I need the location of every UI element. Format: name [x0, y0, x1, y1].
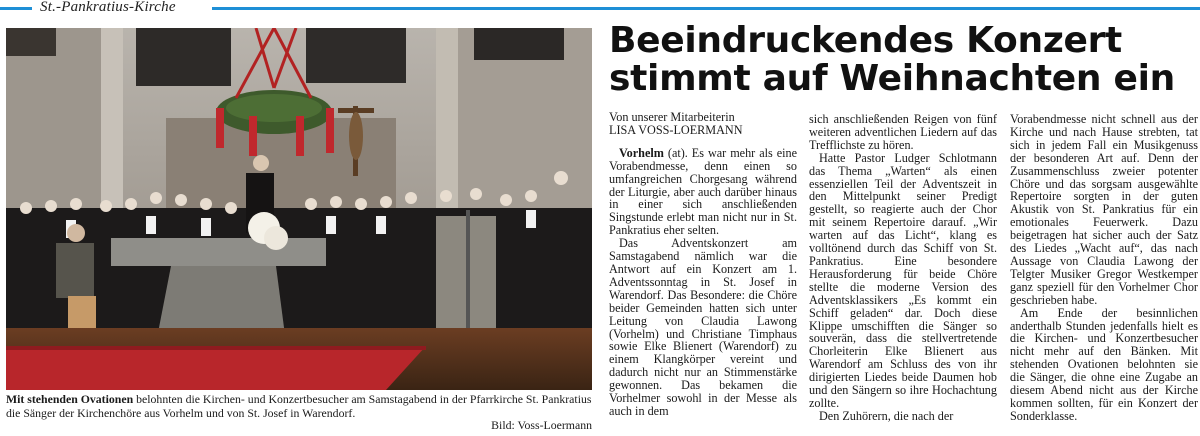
paragraph: Vorabendmesse nicht schnell aus der Kirche und nach Hause strebten, tat sich in jedem Fall ein Musikgenuss der besonderen Art auf. Denn der Zusammenschluss zweier potenter Chöre und das sorgsam ausgewählte Repertoire sorgten in der guten Akustik von St. Pankratius für ein emotionales Feuerwerk. Dazu beigetragen hat sicher auch der Satz des Liedes „Wacht auf“, das nach Aussage von Claudia Lawong der Telgter Musiker Gregor Westkemper ganz speziell für den Vorhelmer Chor geschrieben habe.: [1010, 113, 1198, 307]
paragraph: Den Zuhörern, die nach der: [819, 408, 954, 423]
byline-author: LISA VOSS-LOERMANN: [609, 122, 743, 137]
photo-caption: [6, 392, 592, 420]
paragraph: Hatte Pastor Ludger Schlotmann das Thema „Warten“ als einen essenziellen Teil der Adventszeit in den Mittelpunkt seiner Predigt gestellt, so reagierte auch der Chor mit seinem Repertoire darauf. „Wir warten auf das Licht“, klang es volltönend durch das Schiff von St. Pankratius. Eine besondere Herausforderung für beide Chöre stellte die moderne Version des Adventsklassikers „Es kommt ein Schiff geladen“ dar. Doch diese Klippe umschifften die Sänger so souverän, dass die stellvertretende Chorleiterin Elke Blienert aus Warendorf am Schluss des von ihr dirigierten Liedes beide Daumen hob und den Sängern so ihre Hochachtung zollte.: [809, 150, 997, 410]
byline: [609, 111, 797, 137]
paragraph: sich anschließenden Reigen von fünf weiteren adventlichen Liedern auf das Trefflichste zu hören.: [809, 113, 997, 152]
concert-photo: [6, 28, 592, 390]
section-title: St.-Pankratius-Kirche: [40, 0, 176, 15]
section-rule-left: [0, 7, 32, 10]
article-column-3: [1010, 113, 1198, 436]
caption-lead: Mit stehenden Ovationen: [6, 392, 134, 406]
headline: Beeindruckendes Konzert stimmt auf Weihnachten ein: [609, 20, 1175, 99]
paragraph: Am Ende der besinnlichen anderthalb Stunden jedenfalls hielt es die Kirchen- und Konzertbesucher nicht mehr auf den Bänken. Mit stehenden Ovationen belohnten sie die Sänger, die ohne eine Zugabe an diesem Abend nicht aus der Kirche kommen sollten, für ein Konzert der Sonderklasse.: [1010, 305, 1198, 423]
byline-prefix: Von unserer Mitarbeiterin: [609, 111, 735, 124]
section-rule-right: [212, 7, 1200, 10]
paragraph: Vorhelm (at). Es war mehr als eine Vorabendmesse, denn einen so umfangreichen Chorgesang während der Liturgie, aber auch darüber hinaus in einer sich anschließenden Singstunde erlebt man nicht nur in St. Pankratius eher selten.: [609, 145, 797, 238]
caption-text: belohnten die Kirchen- und Konzertbesucher am Samstagabend in der Pfarrkirche St. Pankratius die Sänger der Kirchenchöre aus Vorhelm und von St. Josef in Warendorf.: [6, 392, 592, 420]
article-column-2: [809, 113, 997, 436]
dateline: Vorhelm: [619, 145, 664, 160]
article-column-1: [609, 111, 797, 434]
photo-credit: Bild: Voss-Loermann: [491, 418, 592, 432]
paragraph: Das Adventskonzert am Samstagabend nämlich war die Antwort auf ein Konzert am 1. Adventssonntag in St. Josef in Warendorf. Das Besondere: die Chöre beider Gemeinden hatten sich unter Leitung von Claudia Lawong (Vorhelm) und Christiane Timphaus sowie Elke Blienert (Warendorf) zu einem Klangkörper vereint und dadurch nicht nur an Stimmenstärke gewonnen. Das bekamen die Vorhelmer sowohl in der Messe als auch in dem: [609, 236, 797, 418]
